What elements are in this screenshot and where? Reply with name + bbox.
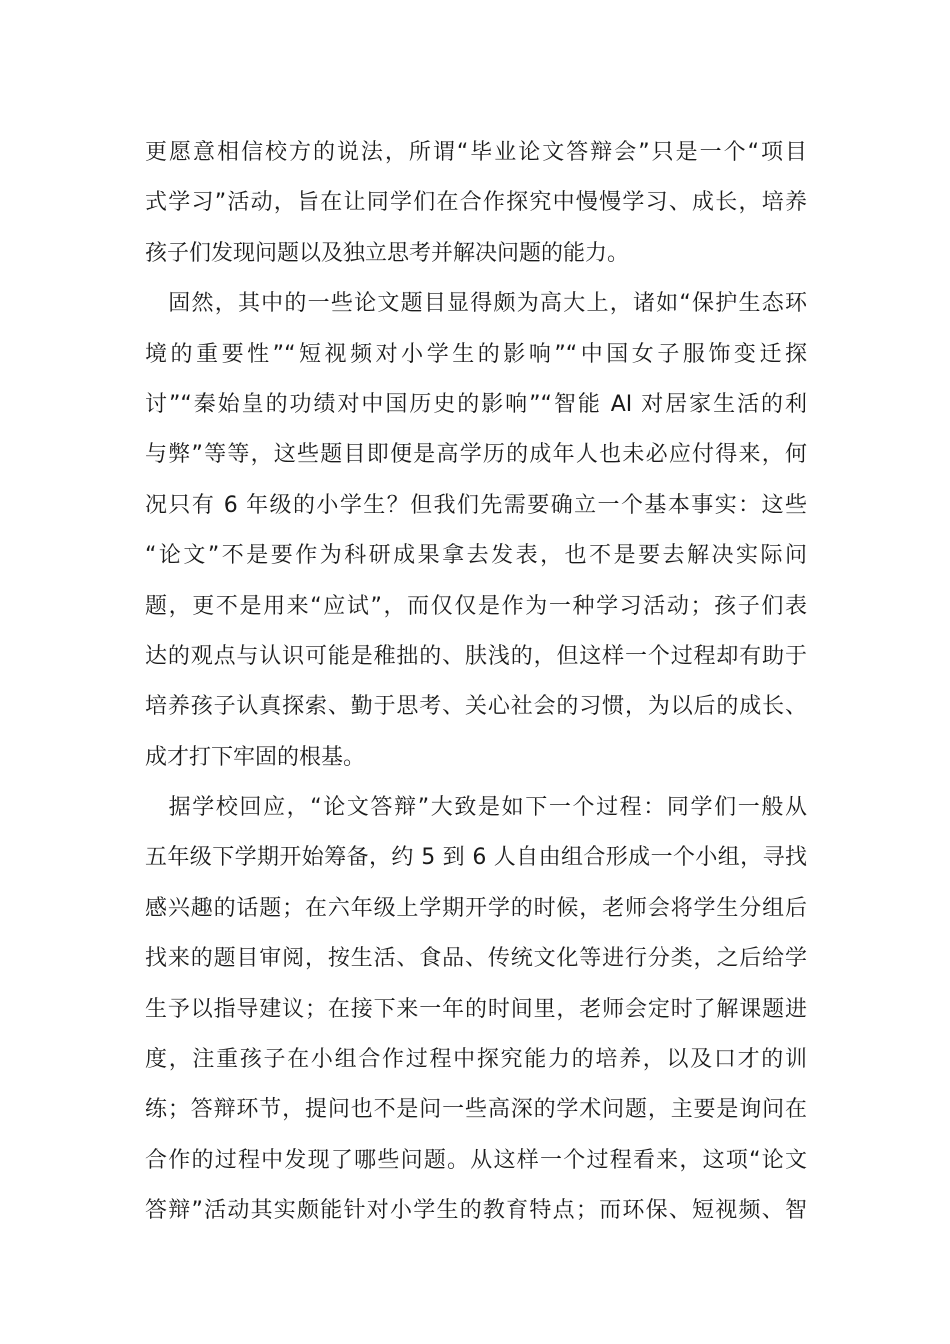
text-line: 培养孩子认真探索、勤于思考、关心社会的习惯，为以后的成长、 [145, 694, 807, 720]
text-line: 据学校回应，“论文答辩”大致是如下一个过程：同学们一般从 [145, 795, 807, 821]
text-line: 固然，其中的一些论文题目显得颇为高大上，诸如“保护生态环 [145, 291, 807, 317]
text-line: 境的重要性”“短视频对小学生的影响”“中国女子服饰变迁探 [145, 341, 807, 367]
text-line: 度，注重孩子在小组合作过程中探究能力的培养，以及口才的训 [145, 1047, 807, 1073]
text-line: 感兴趣的话题；在六年级上学期开学的时候，老师会将学生分组后 [145, 895, 807, 921]
text-line: 练；答辩环节，提问也不是问一些高深的学术问题，主要是询问在 [145, 1097, 807, 1123]
text-line: 达的观点与认识可能是稚拙的、肤浅的，但这样一个过程却有助于 [145, 643, 807, 669]
text-line: 合作的过程中发现了哪些问题。从这样一个过程看来，这项“论文 [145, 1147, 807, 1173]
text-line: 成才打下牢固的根基。 [145, 744, 366, 770]
text-line: 找来的题目审阅，按生活、食品、传统文化等进行分类，之后给学 [145, 946, 807, 972]
text-line: 题，更不是用来“应试”，而仅仅是作为一种学习活动；孩子们表 [145, 593, 807, 619]
text-line: 况只有 6 年级的小学生？但我们先需要确立一个基本事实：这些 [145, 492, 807, 518]
text-line: 与弊”等等，这些题目即便是高学历的成年人也未必应付得来，何 [145, 442, 807, 468]
text-line: “论文”不是要作为科研成果拿去发表，也不是要去解决实际问 [145, 543, 808, 569]
text-line: 更愿意相信校方的说法，所谓“毕业论文答辩会”只是一个“项目 [145, 140, 807, 165]
text-line: 式学习”活动，旨在让同学们在合作探究中慢慢学习、成长，培养 [145, 190, 807, 216]
text-line: 孩子们发现问题以及独立思考并解决问题的能力。 [145, 240, 630, 266]
text-line: 答辩”活动其实颇能针对小学生的教育特点；而环保、短视频、智 [145, 1198, 807, 1224]
text-line: 生予以指导建议；在接下来一年的时间里，老师会定时了解课题进 [145, 996, 807, 1022]
text-line: 五年级下学期开始筹备，约 5 到 6 人自由组合形成一个小组，寻找 [145, 845, 807, 871]
body-text [145, 128, 807, 1237]
text-line: 讨”“秦始皇的功绩对中国历史的影响”“智能 AI 对居家生活的利 [145, 391, 807, 417]
